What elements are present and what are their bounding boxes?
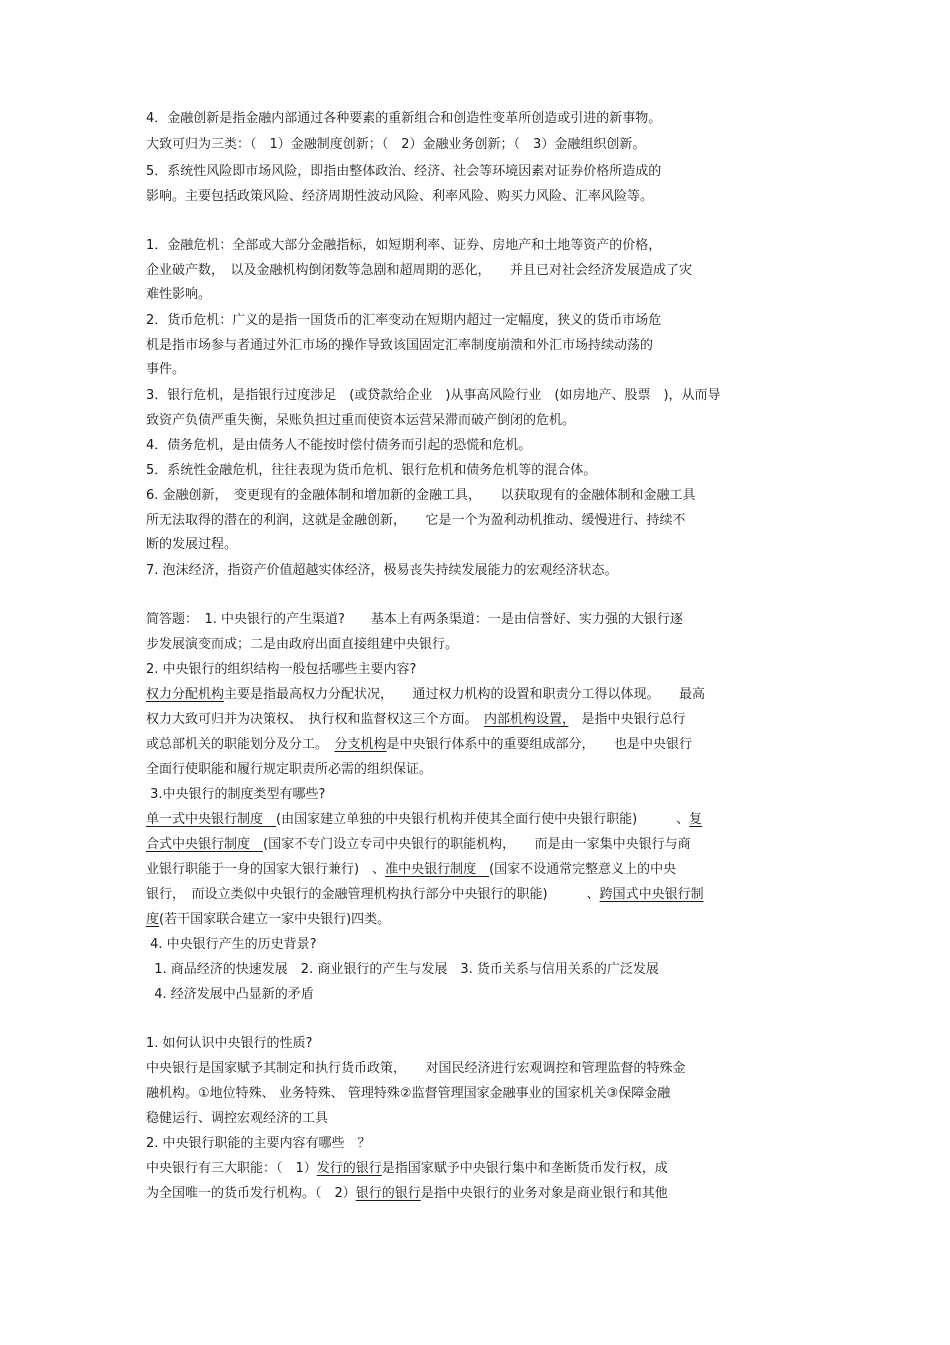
text-segment: (国家不专门设立专司中央银行的职能机构， 而是由一家集中央银行与商 bbox=[263, 837, 691, 852]
text-segment: 2. 中央银行职能的主要内容有哪些 ？ bbox=[146, 1136, 371, 1151]
text-line bbox=[146, 487, 696, 504]
text-line bbox=[146, 1160, 668, 1177]
text-line bbox=[146, 611, 683, 628]
text-line bbox=[146, 262, 692, 279]
underlined-term: 单一式中央银行制度 bbox=[146, 812, 277, 827]
text-segment: 5．系统性金融危机，往往表现为货币危机、银行危机和债务危机等的混合体。 bbox=[146, 463, 597, 478]
text-segment: 4．债务危机，是由债务人不能按时偿付债务而引起的恐慌和危机。 bbox=[146, 438, 532, 453]
text-segment: 是中央银行体系中的重要组成部分， 也是中央银行 bbox=[386, 737, 693, 752]
text-segment: 3.中央银行的制度类型有哪些? bbox=[146, 787, 326, 802]
text-segment: 是指中央银行的业务对象是商业银行和其他 bbox=[420, 1186, 668, 1201]
text-line bbox=[146, 986, 314, 1003]
text-segment: 4．金融创新是指金融内部通过各种要素的重新组合和创造性变革所创造或引进的新事物。 bbox=[146, 111, 662, 126]
text-segment: 是指国家赋予中央银行集中和垄断货币发行权，成 bbox=[381, 1161, 668, 1176]
text-line bbox=[146, 312, 661, 329]
underlined-term: 合式中央银行制度 bbox=[146, 837, 264, 852]
text-line bbox=[146, 811, 702, 828]
text-segment: 3．银行危机，是指银行过度涉足 (或贷款给企业 )从事高风险行业 (如房地产、股票 )，从而导 bbox=[146, 388, 721, 403]
underlined-term: 准中央银行制度 bbox=[385, 862, 490, 877]
underlined-term: 权力分配机构 bbox=[146, 687, 225, 702]
text-line bbox=[146, 861, 676, 878]
text-segment: 全面行使职能和履行规定职责所必需的组织保证。 bbox=[146, 762, 433, 777]
text-line bbox=[146, 1060, 686, 1077]
text-line bbox=[146, 188, 653, 205]
text-segment: 步发展演变而成；二是由政府出面直接组建中央银行。 bbox=[146, 637, 459, 652]
text-segment: 企业破产数， 以及金融机构倒闭数等急剧和超周期的恶化， 并且已对社会经济发展造成了灾 bbox=[146, 263, 693, 278]
text-line bbox=[146, 786, 325, 803]
text-line bbox=[146, 237, 661, 254]
text-line bbox=[146, 711, 686, 728]
text-line bbox=[146, 911, 390, 928]
text-line bbox=[146, 437, 531, 454]
text-line bbox=[146, 361, 185, 378]
text-segment: 是指中央银行总行 bbox=[568, 712, 686, 727]
text-line bbox=[146, 412, 575, 429]
text-line bbox=[146, 661, 416, 678]
text-line bbox=[146, 686, 705, 703]
text-segment: (国家不设通常完整意义上的中央 bbox=[489, 862, 677, 877]
text-segment: 权力大致可归并为决策权、 执行权和监督权这三个方面。 bbox=[146, 712, 485, 727]
text-line bbox=[146, 286, 211, 303]
text-line bbox=[146, 836, 691, 853]
underlined-term: 内部机构设置， bbox=[484, 712, 569, 727]
underlined-term: 度 bbox=[146, 912, 160, 927]
text-line bbox=[146, 1085, 670, 1102]
text-segment: 事件。 bbox=[146, 362, 186, 377]
text-line bbox=[146, 337, 653, 354]
text-segment: 融机构。①地位特殊、 业务特殊、 管理特殊②监督管理国家金融事业的国家机关③保障金融 bbox=[146, 1086, 671, 1101]
text-segment: 1. 商品经济的快速发展 2. 商业银行的产生与发展 3. 货币关系与信用关系的广泛发展 bbox=[146, 962, 659, 977]
text-line bbox=[146, 562, 618, 579]
text-segment: 稳健运行、调控宏观经济的工具 bbox=[146, 1111, 329, 1126]
text-segment: 7. 泡沫经济，指资产价值超越实体经济，极易丧失持续发展能力的宏观经济状态。 bbox=[146, 563, 618, 578]
text-line bbox=[146, 136, 645, 153]
text-segment: 大致可归为三类：（ 1）金融制度创新；（ 2）金融业务创新；（ 3）金融组织创新。 bbox=[146, 137, 646, 152]
text-line bbox=[146, 761, 432, 778]
text-segment: 4. 中央银行产生的历史背景? bbox=[146, 937, 317, 952]
text-segment: (若干国家联合建立一家中央银行)四类。 bbox=[159, 912, 391, 927]
text-segment: 2．货币危机：广义的是指一国货币的汇率变动在短期内超过一定幅度，狭义的货币市场危 bbox=[146, 313, 662, 328]
text-line bbox=[146, 736, 692, 753]
text-segment: 5．系统性风险即市场风险，即指由整体政治、经济、社会等环境因素对证券价格所造成的 bbox=[146, 164, 662, 179]
text-segment: 中央银行有三大职能：（ 1） bbox=[146, 1161, 317, 1176]
text-segment: 简答题： 1. 中央银行的产生渠道? 基本上有两条渠道：一是由信誉好、实力强的大银行逐 bbox=[146, 612, 683, 627]
text-line bbox=[146, 636, 458, 653]
text-segment: 或总部机关的职能划分及分工。 bbox=[146, 737, 335, 752]
text-segment: 中央银行是国家赋予其制定和执行货币政策， 对国民经济进行宏观调控和管理监督的特殊金 bbox=[146, 1061, 686, 1076]
underlined-term: 银行的银行 bbox=[355, 1186, 421, 1201]
text-segment: 断的发展过程。 bbox=[146, 537, 238, 552]
text-line bbox=[146, 536, 237, 553]
text-line bbox=[146, 936, 317, 953]
text-segment: 1．金融危机：全部或大部分金融指标，如短期利率、证券、房地产和土地等资产的价格， bbox=[146, 238, 662, 253]
text-line bbox=[146, 110, 661, 127]
text-line bbox=[146, 163, 661, 180]
text-line bbox=[146, 1110, 328, 1127]
text-segment: 主要是指最高权力分配状况， 通过权力机构的设置和职责分工得以体现。 最高 bbox=[224, 687, 706, 702]
text-segment: 银行， 而设立类似中央银行的金融管理机构执行部分中央银行的职能) 、 bbox=[146, 887, 600, 902]
underlined-term: 发行的银行 bbox=[316, 1161, 382, 1176]
text-segment: 为全国唯一的货币发行机构。（ 2） bbox=[146, 1186, 356, 1201]
text-line bbox=[146, 512, 686, 529]
text-line bbox=[146, 961, 659, 978]
text-segment: 影响。主要包括政策风险、经济周期性波动风险、利率风险、购买力风险、汇率风险等。 bbox=[146, 189, 654, 204]
underlined-term: 复 bbox=[689, 812, 703, 827]
text-segment: 难性影响。 bbox=[146, 287, 212, 302]
text-line bbox=[146, 462, 596, 479]
text-segment: 1. 如何认识中央银行的性质? bbox=[146, 1036, 313, 1051]
text-segment: 2. 中央银行的组织结构一般包括哪些主要内容? bbox=[146, 662, 417, 677]
text-segment: 业银行职能于一身的国家大银行兼行) 、 bbox=[146, 862, 386, 877]
text-segment: 所无法取得的潜在的利润，这就是金融创新， 它是一个为盈利动机推动、缓慢进行、持续不 bbox=[146, 513, 686, 528]
text-line bbox=[146, 1035, 312, 1052]
underlined-term: 分支机构 bbox=[334, 737, 387, 752]
text-line bbox=[146, 1185, 668, 1202]
text-line bbox=[146, 1135, 371, 1152]
text-segment: 6. 金融创新， 变更现有的金融体制和增加新的金融工具， 以获取现有的金融体制和金融工具 bbox=[146, 488, 696, 503]
text-segment: 致资产负债严重失衡，呆账负担过重而使资本运营呆滞而破产倒闭的危机。 bbox=[146, 413, 576, 428]
underlined-term: 跨国式中央银行制 bbox=[599, 887, 704, 902]
text-segment: 4. 经济发展中凸显新的矛盾 bbox=[146, 987, 314, 1002]
text-line bbox=[146, 886, 704, 903]
text-segment: 机是指市场参与者通过外汇市场的操作导致该国固定汇率制度崩溃和外汇市场持续动荡的 bbox=[146, 338, 654, 353]
text-line bbox=[146, 387, 721, 404]
text-segment: (由国家建立单独的中央银行机构并使其全面行使中央银行职能) 、 bbox=[276, 812, 690, 827]
